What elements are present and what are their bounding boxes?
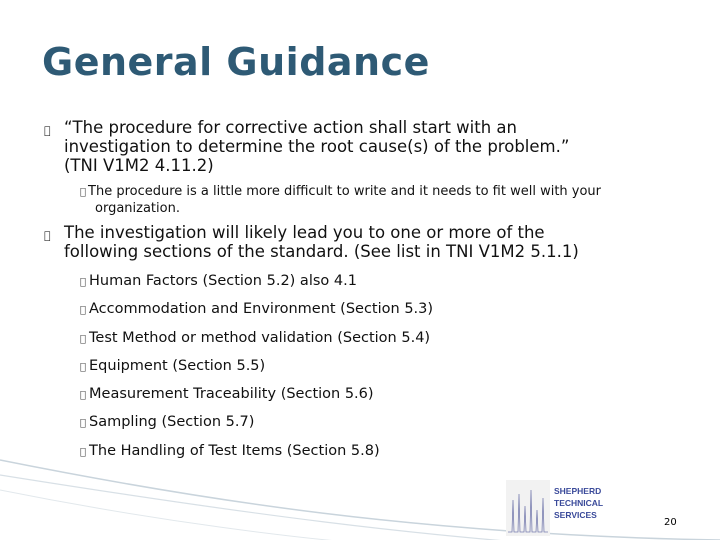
section-item: Sampling (Section 5.7) xyxy=(83,414,249,430)
bullet-1-text: “The procedure for corrective action shall start with an investigation to determine the root cause(s) of the problem.” (TNI V1M2 4.11.2) xyxy=(64,118,570,175)
section-item: Measurement Traceability (Section 5.6) xyxy=(83,386,368,402)
section-item: The Handling of Test Items (Section 5.8) xyxy=(83,443,374,459)
svg-text:TECHNICAL: TECHNICAL xyxy=(554,498,604,508)
sub-bullet-marker xyxy=(80,187,86,198)
section-item: Human Factors (Section 5.2) also 4.1 xyxy=(83,273,351,289)
bullet-2-marker xyxy=(44,229,51,242)
bullet-1-marker xyxy=(44,124,51,137)
section-item: Equipment (Section 5.5) xyxy=(83,358,260,374)
slide-title: General Guidance xyxy=(42,40,430,84)
svg-text:SHEPHERD: SHEPHERD xyxy=(554,486,602,496)
section-item: Test Method or method validation (Section 5.4) xyxy=(83,330,425,346)
shepherd-technical-services-logo xyxy=(506,480,616,536)
bullet-2-text: The investigation will likely lead you to one or more of the following sections of the standard. (See list in TNI V1M2 5.1.1) xyxy=(64,223,579,261)
svg-text:SERVICES: SERVICES xyxy=(554,510,597,520)
page-number: 20 xyxy=(664,517,677,528)
bullet-1-sub: The procedure is a little more difficult to write and it needs to fit well with your organization. xyxy=(82,184,595,216)
section-item: Accommodation and Environment (Section 5.3) xyxy=(83,301,428,317)
